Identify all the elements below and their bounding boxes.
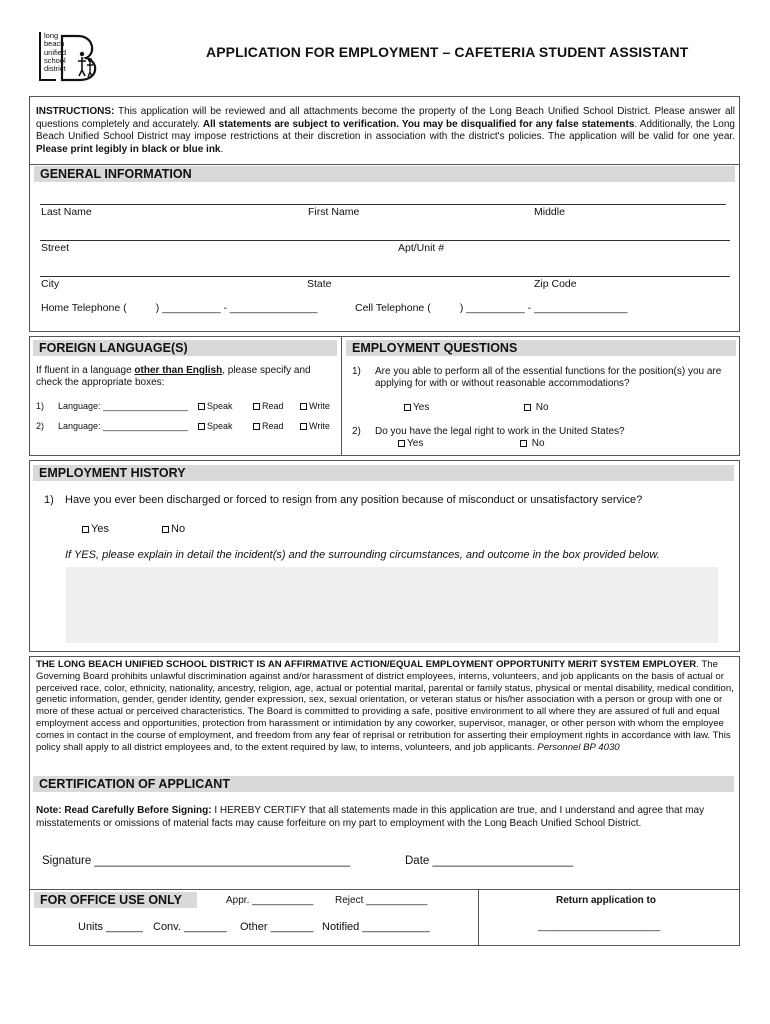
last-name-label: Last Name [41,206,92,218]
street-label: Street [41,242,70,254]
history-explain-instruction: If YES, please explain in detail the incident(s) and the surrounding circumstances, and outcome in the box provided below. [65,549,660,561]
office-use-heading: FOR OFFICE USE ONLY [34,892,197,908]
read-2-label: Read [262,421,284,431]
certification-note-body: I HEREBY CERTIFY that all statements made in this application are true, and I understand and agree that may misstatements or omissions of material facts may cause forfeiture on my part to employment with the Long Beach Unified School District. [36,805,705,829]
logo-text-2: beach [44,39,65,49]
foreign-intro-a: If fluent in a language [36,365,135,376]
read-1-label: Read [262,401,284,411]
page-title: APPLICATION FOR EMPLOYMENT – CAFETERIA STUDENT ASSISTANT [206,44,689,60]
write-2-label: Write [309,421,330,431]
write-1-checkbox[interactable] [300,401,330,411]
city-line[interactable] [40,276,730,277]
middle-label: Middle [534,206,565,218]
emp-q2-no-label: No [531,438,545,449]
history-yes-label: Yes [91,523,109,535]
foreign-intro-b: , please specify and check the appropriate boxes: [36,365,311,388]
instructions-part2: . Additionally, the Long Beach Unified School District may impose restrictions at their discretion in association with the district's policies. The application will be valid for one year. [36,118,735,142]
office-notified[interactable]: Notified ___________ [322,921,430,933]
office-reject[interactable]: Reject ___________ [335,895,428,906]
office-other[interactable]: Other _______ [240,921,314,933]
emp-q1-text: Are you able to perform all of the essential functions for the position(s) you are applying for with or without reasonable accommodations? [375,366,722,389]
foreign-intro [36,365,326,389]
logo-text-1: long [44,31,59,40]
read-2-checkbox[interactable] [253,421,284,431]
section-divider [341,336,342,456]
write-1-label: Write [309,401,330,411]
history-no-checkbox[interactable] [162,523,185,535]
employment-history-heading: EMPLOYMENT HISTORY [33,465,734,481]
instructions-text [36,106,735,156]
district-logo [36,30,104,82]
lang-row-2-num: 2) [36,421,45,431]
emp-q2-text: Do you have the legal right to work in the United States? [375,426,625,437]
speak-1-label: Speak [207,401,233,411]
apt-label: Apt/Unit # [398,242,445,254]
logo-text-3: unified [44,47,67,57]
logo-text-4: school [44,55,66,65]
office-conv[interactable]: Conv. _______ [153,921,227,933]
office-divider-top [29,889,740,890]
instructions-bold1: All statements are subject to verification. You may be disqualified for any false statements [202,118,635,130]
return-application-label: Return application to [556,895,656,906]
emp-q2-num: 2) [352,426,361,437]
history-q-num: 1) [44,494,54,506]
history-yes-checkbox[interactable] [82,523,109,535]
general-info-heading: GENERAL INFORMATION [34,166,735,182]
instructions-end: . [220,143,224,155]
speak-1-checkbox[interactable] [198,401,233,411]
emp-q1-num: 1) [352,366,361,377]
office-units[interactable]: Units ______ [78,921,143,933]
emp-q1-yes-label: Yes [413,402,430,413]
policy-body: . The Governing Board prohibits unlawful discrimination against and/or harassment of district employees, interns, volunteers, and job applicants on the basis of actual or perceived race, color, ethnicity, nationality, ancestry, religion, age, actual or potential marital, parental or family status, physical or mental disability, medical condition, genetic information, gender, gender identity, gender expression, sex, sexual orientation, or veteran status or his/her association with a person or group with one or more of these actual or perceived characteristics. The Board is committed to providing a safe, positive environment to all where they are assured of full and equal employment access and opportunities, protection from harassment or intimidation by any coworker, supervisor, manager, or other person with whom the employee comes in contact in the course of employment, and freedom from any fear of reprisal or retribution for asserting their employment rights in accordance with law. This policy shall apply to all district employees and, to the extent required by law, to interns, volunteers, and job applicants. [36,659,734,753]
office-divider-vert [478,889,479,946]
language-1-field[interactable]: Language: _________________ [58,401,189,411]
foreign-intro-underline: other than English [134,365,223,376]
policy-reference: Personnel BP 4030 [537,741,620,753]
emp-q1-yes-checkbox[interactable] [404,402,429,415]
return-application-line[interactable]: ______________________ [538,921,661,932]
date-field[interactable]: Date ______________________ [405,855,574,867]
certification-heading: CERTIFICATION OF APPLICANT [33,776,734,792]
name-line[interactable] [40,204,726,205]
zip-label: Zip Code [534,278,577,290]
history-explain-box[interactable] [66,567,718,643]
policy-bold: THE LONG BEACH UNIFIED SCHOOL DISTRICT IS AN AFFIRMATIVE ACTION/EQUAL EMPLOYMENT OPPORTUNITY MERIT SYSTEM EMPLOYER [36,659,697,670]
instructions-part1: This application will be reviewed and all attachments become the property of the Long Beach Unified School District. Please answer all questions completely and accurately. [36,106,735,130]
emp-q2-yes-label: Yes [407,438,424,449]
certification-note-label: Note: Read Carefully Before Signing: [36,805,212,816]
emp-q1-no-checkbox[interactable] [524,402,549,415]
office-appr[interactable]: Appr. ___________ [226,895,314,906]
history-no-label: No [171,523,186,535]
policy-text [36,659,736,753]
instructions-label: INSTRUCTIONS: [36,106,115,117]
speak-2-checkbox[interactable] [198,421,233,431]
foreign-language-heading: FOREIGN LANGUAGE(S) [33,340,337,356]
instructions-bold2: Please print legibly in black or blue ink [36,143,221,155]
signature-field[interactable]: Signature ________________________________________ [42,855,351,867]
write-2-checkbox[interactable] [300,421,330,431]
emp-q1-no-label: No [535,402,549,413]
certification-note [36,804,726,830]
state-label: State [307,278,332,290]
language-2-field[interactable]: Language: _________________ [58,421,189,431]
emp-q2-yes-checkbox[interactable] [398,438,423,451]
cell-phone-field[interactable]: Cell Telephone ( ) __________ - ________________ [355,302,628,314]
first-name-label: First Name [308,206,360,218]
street-line[interactable] [40,240,730,241]
home-phone-field[interactable]: Home Telephone ( ) __________ - _______________ [41,302,318,314]
speak-2-label: Speak [207,421,233,431]
logo-text-5: district [44,64,66,74]
city-label: City [41,278,60,290]
lang-row-1-num: 1) [36,401,45,411]
emp-q2-no-checkbox[interactable] [520,438,545,451]
history-q-text: Have you ever been discharged or forced to resign from any position because of misconduct or unsatisfactory service? [65,494,643,506]
read-1-checkbox[interactable] [253,401,284,411]
employment-questions-heading: EMPLOYMENT QUESTIONS [346,340,736,356]
